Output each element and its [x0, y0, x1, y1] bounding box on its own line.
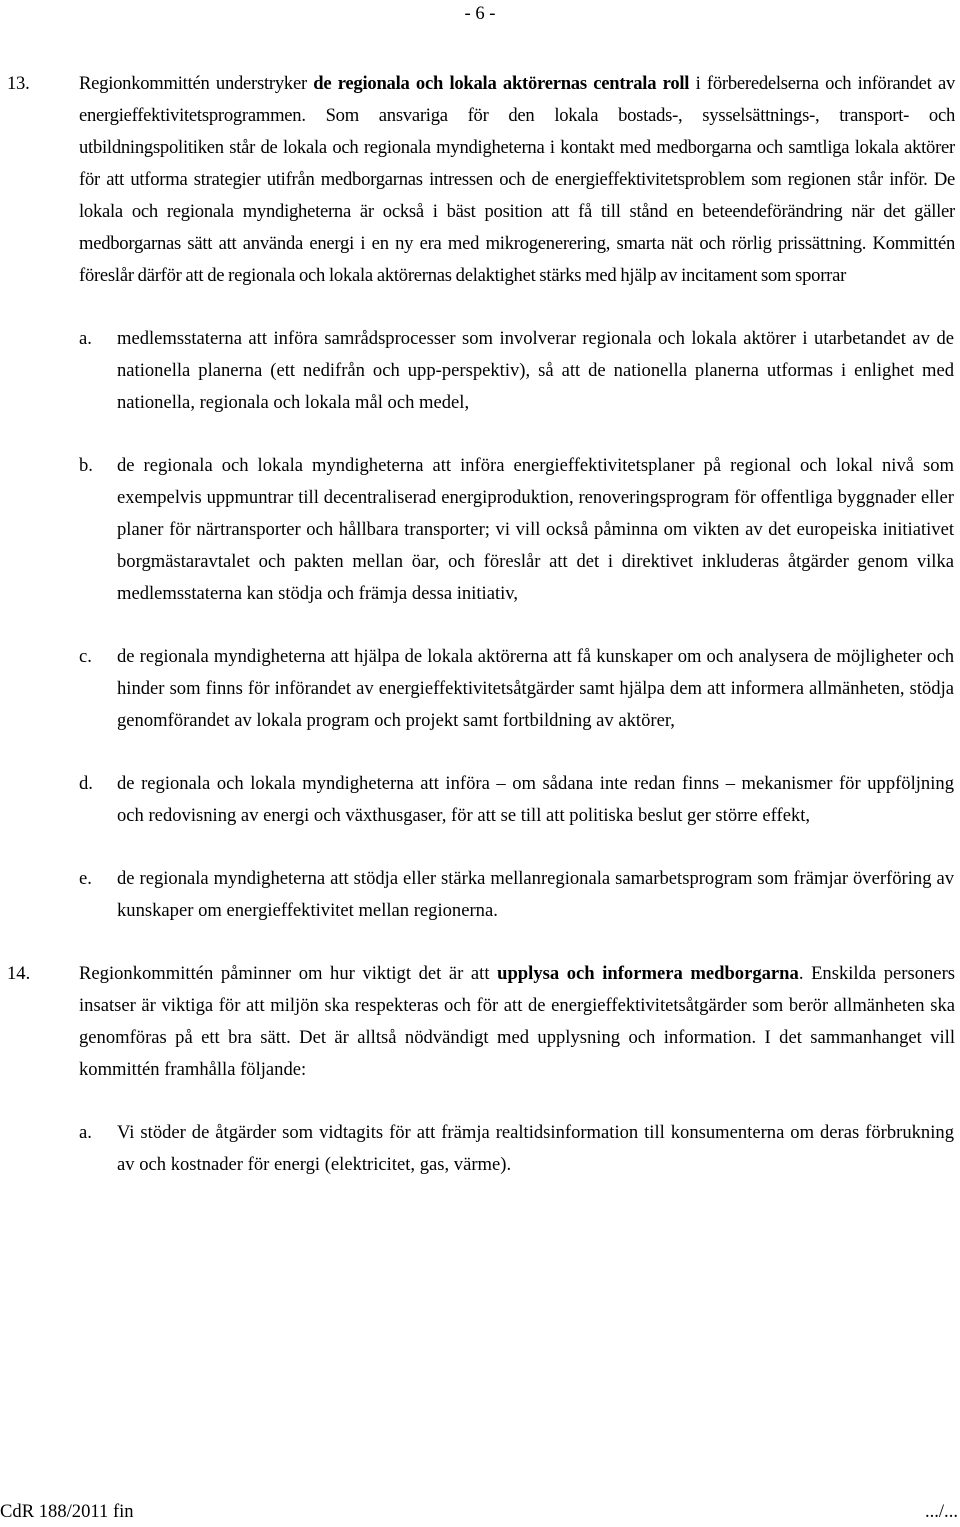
- list-item-text: medlemsstaterna att införa samrådsprocesser som involverar regionala och lokala aktörer i utarbetandet av de nationella planerna (ett nedifrån och upp-perspektiv), så att de nationella planerna utformas i enlighet med nationella, regionala och lokala mål och medel,: [117, 328, 954, 413]
- list-item-text: de regionala och lokala myndigheterna att införa – om sådana inte redan finns – mekanismer för uppföljning och redovisning av energi och växthusgaser, för att se till att politiska beslut ger större effekt,: [117, 773, 954, 826]
- list-item-14a: [0, 1117, 954, 1181]
- list-item-letter: d.: [79, 773, 93, 794]
- list-item-text: de regionala och lokala myndigheterna att införa energieffektivitetsplaner på regional och lokal nivå som exempelvis uppmuntrar till decentraliserad energiproduktion, renoveringsprogram för offentliga byggnader eller planer för närtransporter och hållbara transporter; vi vill också påminna om vikten av det europeiska initiativet borgmästaravtalet och pakten mellan öar, och föreslår att det i direktivet inkluderas åtgärder genom vilka medlemsstaterna kan stödja och främja dessa initiativ,: [117, 455, 954, 604]
- paragraph-emphasis: de regionala och lokala aktörernas centrala roll: [313, 73, 690, 94]
- list-item-13a: [0, 323, 954, 419]
- paragraph-number: 13.: [7, 73, 30, 94]
- page-number: - 6 -: [464, 3, 496, 24]
- paragraph-lead: Regionkommittén understryker: [79, 73, 314, 94]
- paragraph-emphasis: upplysa och informera medborgarna: [497, 963, 799, 984]
- list-item-letter: c.: [79, 646, 92, 667]
- list-item-letter: b.: [79, 455, 93, 476]
- document-reference: CdR 188/2011 fin: [0, 1501, 134, 1522]
- paragraph-text: . Enskilda personers insatser är viktiga för att miljön ska respekteras och för att de energieffektivitetsåtgärder som berör allmänheten ska genomföras på ett bra sätt. Det är alltså nödvändigt med upplysning och information. I det sammanhanget vill kommittén framhålla följande:: [79, 963, 955, 1080]
- list-item-letter: a.: [79, 328, 92, 349]
- paragraph-13: [0, 68, 955, 292]
- list-item-13b: [0, 450, 954, 610]
- list-item-13e: [0, 863, 954, 927]
- list-item-text: de regionala myndigheterna att stödja eller stärka mellanregionala samarbetsprogram som främjar överföring av kunskaper om energieffektivitet mellan regionerna.: [117, 868, 954, 921]
- paragraph-lead: Regionkommittén påminner om hur viktigt det är att: [79, 963, 498, 984]
- list-item-letter: e.: [79, 868, 92, 889]
- continuation-mark: .../...: [924, 1501, 958, 1522]
- page-footer: [0, 1497, 960, 1527]
- paragraph-number: 14.: [7, 963, 31, 984]
- document-body: [0, 68, 960, 1181]
- list-item-letter: a.: [79, 1122, 92, 1143]
- paragraph-text: i förberedelserna och införandet av energieffektivitetsprogrammen. Som ansvariga för den lokala bostads-, sysselsättnings-, transport- och utbildningspolitiken står de lokala och regionala myndigheterna i kontakt med medborgarna och samtliga lokala aktörer för att utforma strategier utifrån medborgarnas intressen och de energieffektivitetsproblem som regionen står inför. De lokala och regionala myndigheterna är också i bäst position att få till stånd en beteendeförändring när det gäller medborgarnas sätt att använda energi i en ny era med mikrogenerering, smarta nät och rörlig prissättning. Kommittén föreslår därför att de regionala och lokala aktörernas delaktighet stärks med hjälp av incitament som sporrar: [79, 73, 955, 286]
- list-item-text: Vi stöder de åtgärder som vidtagits för att främja realtidsinformation till konsumenterna om deras förbrukning av och kostnader för energi (elektricitet, gas, värme).: [117, 1122, 954, 1175]
- paragraph-14: [0, 958, 955, 1086]
- list-item-text: de regionala myndigheterna att hjälpa de lokala aktörerna att få kunskaper om och analysera de möjligheter och hinder som finns för införandet av energieffektivitetsåtgärder samt hjälpa dem att informera allmänheten, stödja genomförandet av lokala program och projekt samt fortbildning av aktörer,: [117, 646, 954, 731]
- list-item-13c: [0, 641, 954, 737]
- list-item-13d: [0, 768, 954, 832]
